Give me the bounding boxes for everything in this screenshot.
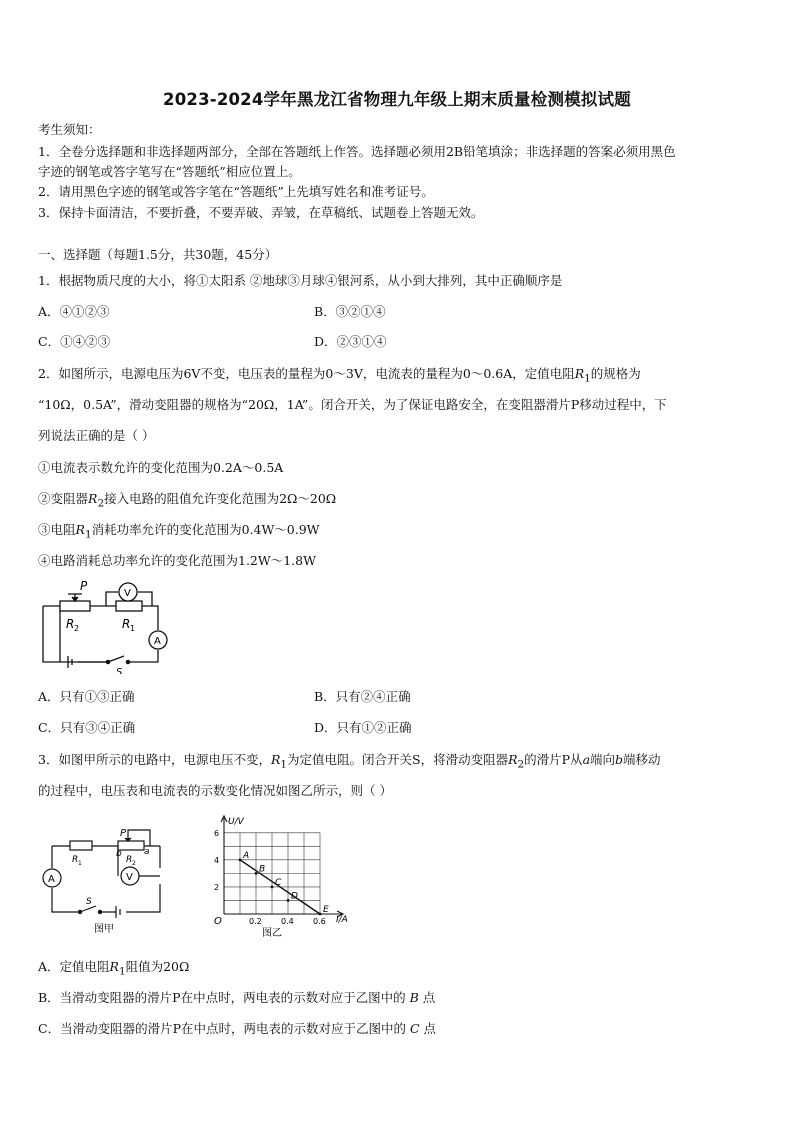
data-point-e: [319, 913, 322, 916]
x-tick-label: 0.6: [313, 917, 326, 926]
data-point-a: [239, 858, 242, 861]
figure-yi-caption: 图乙: [262, 928, 282, 938]
svg-text:S: S: [86, 897, 92, 907]
data-label-d: D: [291, 891, 298, 902]
switch-label: S: [116, 667, 123, 674]
q2-option-d: D．只有①②正确: [314, 720, 412, 735]
label-r2: R: [66, 617, 75, 631]
r2-resistor: [60, 601, 90, 611]
q2-statement-4: ④电路消耗总功率允许的变化范围为1.2W～1.8W: [38, 553, 316, 568]
q2-circuit-diagram: [38, 578, 178, 674]
section-heading: 一、选择题（每题1.5分，共30题，45分）: [38, 247, 278, 262]
label-r1: R: [122, 617, 131, 631]
notice-item-3: 3．保持卡面清洁，不要折叠，不要弄破、弄皱，在草稿纸、试题卷上答题无效。: [38, 205, 484, 220]
q1-option-a: A．④①②③: [38, 304, 110, 319]
q2-option-b: B．只有②④正确: [314, 689, 411, 704]
data-label-b: B: [259, 864, 266, 875]
q2-statement-3: ③电阻$R_1$消耗功率允许的变化范围为0.4W～0.9W: [38, 522, 320, 541]
q3-r1-resistor: [70, 841, 92, 850]
label-p: P: [80, 579, 88, 593]
q2-statement-1: ①电流表示数允许的变化范围为0.2A～0.5A: [38, 460, 284, 475]
svg-text:2: 2: [74, 624, 80, 633]
ammeter-label: A: [154, 636, 161, 647]
svg-text:1: 1: [130, 624, 136, 633]
q3-option-c: C．当滑动变阻器的滑片P在中点时，两电表的示数对应于乙图中的 C 点: [38, 1021, 437, 1036]
q2-option-a: A．只有①③正确: [38, 689, 135, 704]
svg-text:P: P: [120, 828, 127, 839]
origin-label: O: [214, 916, 222, 927]
y-tick-label: 2: [214, 882, 220, 892]
q2-option-c: C．只有③④正确: [38, 720, 136, 735]
notice-item-1: 1．全卷分选择题和非选择题两部分，全部在答题纸上作答。选择题必须用2B铅笔填涂；非选择题的答案必须用黑色: [38, 144, 676, 159]
page-title: 2023-2024学年黑龙江省物理九年级上期末质量检测模拟试题: [163, 90, 631, 109]
svg-text:a: a: [144, 847, 150, 857]
q1-option-b: B．③②①④: [314, 304, 386, 319]
notice-heading: 考生须知：: [38, 122, 101, 137]
y-tick-label: 4: [214, 855, 220, 865]
svg-text:2: 2: [132, 860, 136, 867]
question-2-line-3: 列说法正确的是（ ）: [38, 428, 155, 443]
data-label-a: A: [243, 850, 250, 861]
x-tick-label: 0.4: [281, 917, 294, 926]
data-point-c: [271, 886, 274, 889]
data-point-d: [287, 899, 290, 902]
q3-r2-resistor: [118, 841, 144, 850]
q3-option-b: B．当滑动变阻器的滑片P在中点时，两电表的示数对应于乙图中的 B 点: [38, 990, 436, 1005]
axes: [224, 818, 342, 914]
q3-ui-graph-yi: [206, 812, 356, 938]
x-tick-label: 0.2: [249, 917, 262, 926]
svg-text:b: b: [116, 849, 122, 859]
q2-statement-2: ②变阻器$R_2$接入电路的阻值允许变化范围为2Ω～20Ω: [38, 491, 337, 510]
y-axis-label: U/V: [228, 817, 244, 827]
x-axis-label: I/A: [336, 915, 348, 925]
q3-option-a: A．定值电阻$R_1$阻值为20Ω: [38, 959, 190, 978]
q1-option-c: C．①④②③: [38, 334, 111, 349]
question-3-line-1: 3．如图甲所示的电路中，电源电压不变，$R_1$为定值电阻。闭合开关S，将滑动变阻器$R_2$的滑片P从a端向b端移动: [38, 752, 661, 771]
voltmeter-label: V: [124, 588, 131, 599]
svg-text:R: R: [126, 855, 133, 865]
data-point-b: [255, 872, 258, 875]
svg-text:V: V: [126, 872, 133, 883]
question-1-stem: 1．根据物质尺度的大小，将①太阳系 ②地球③月球④银河系，从小到大排列，其中正确顺序是: [38, 273, 563, 288]
y-tick-label: 6: [214, 828, 220, 838]
q3-circuit-diagram-jia: [42, 824, 172, 936]
notice-item-2: 2．请用黑色字迹的钢笔或答字笔在“答题纸”上先填写姓名和准考证号。: [38, 184, 434, 199]
svg-text:1: 1: [78, 860, 82, 867]
figure-jia-caption: 图甲: [94, 924, 114, 935]
data-label-c: C: [275, 877, 282, 888]
r1-resistor: [116, 601, 142, 611]
question-2-line-1: 2．如图所示，电源电压为6V不变，电压表的量程为0～3V，电流表的量程为0～0.6A，定值电阻$R_1$的规格为: [38, 366, 641, 385]
data-label-e: E: [323, 905, 329, 915]
question-3-line-2: 的过程中，电压表和电流表的示数变化情况如图乙所示，则（ ）: [38, 783, 392, 798]
notice-item-1-cont: 字迹的钢笔或答字笔写在“答题纸”相应位置上。: [38, 164, 301, 179]
q1-option-d: D．②③①④: [314, 334, 387, 349]
question-2-line-2: “10Ω，0.5A”，滑动变阻器的规格为“20Ω，1A”。闭合开关，为了保证电路安全，在变阻器滑片P移动过程中，下: [38, 397, 667, 412]
svg-text:R: R: [72, 855, 79, 865]
svg-text:A: A: [48, 874, 55, 885]
